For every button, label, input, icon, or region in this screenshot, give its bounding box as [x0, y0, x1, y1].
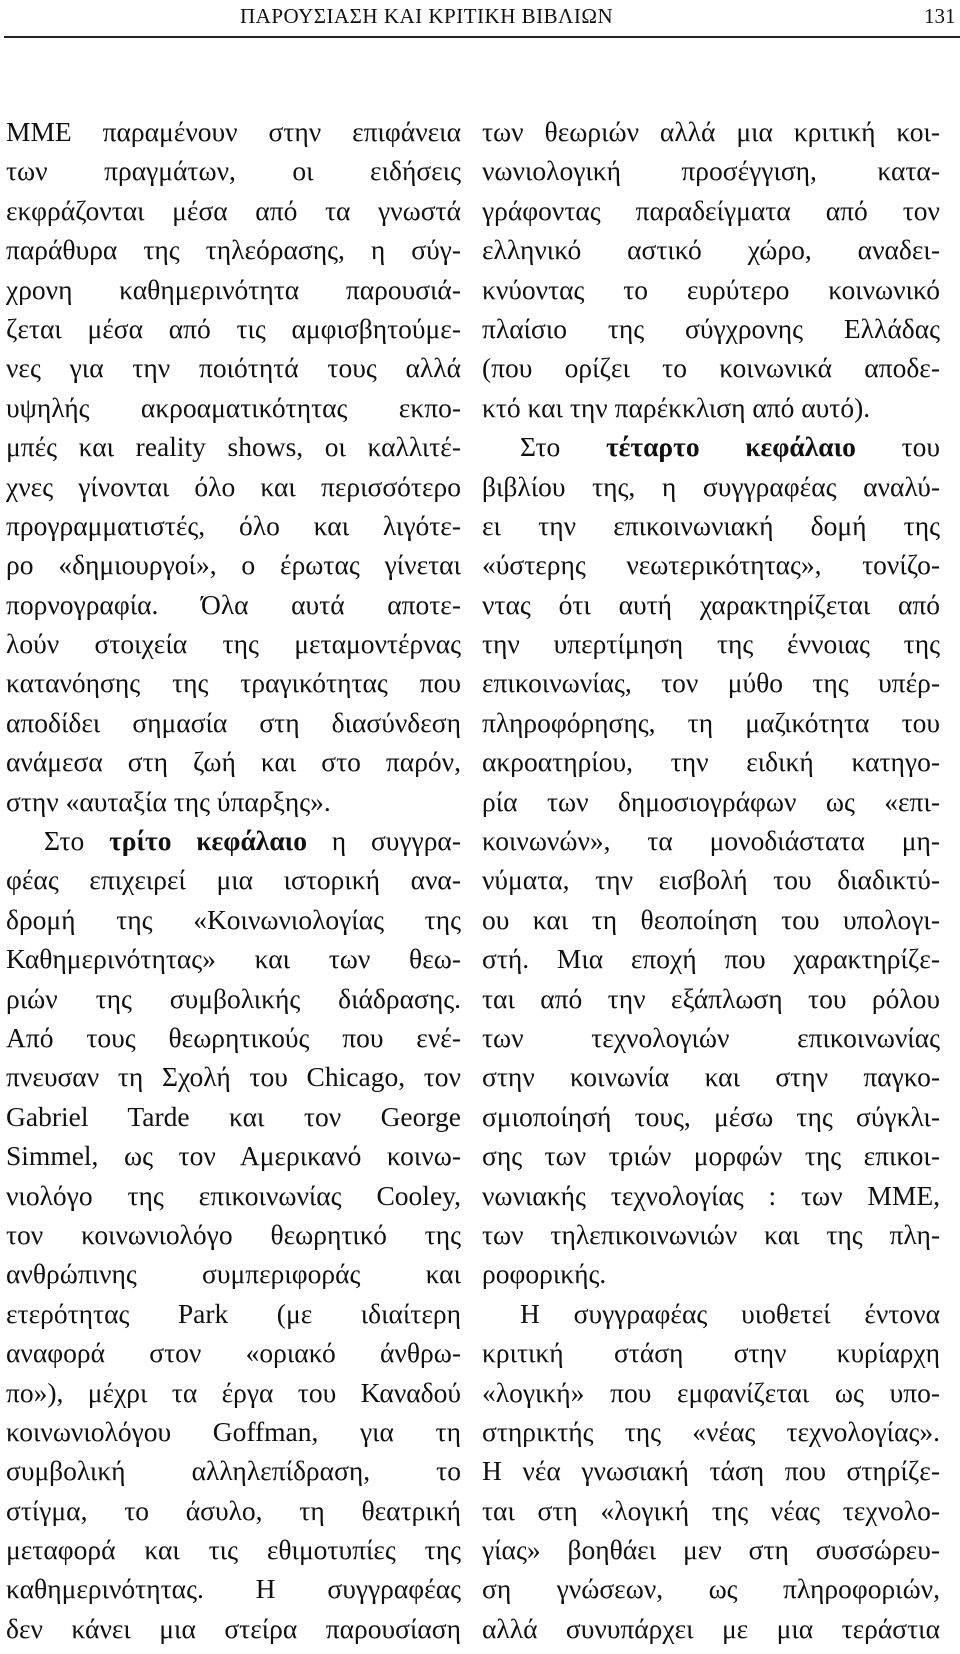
text-line: (που ορίζει το κοινωνικά αποδε- — [482, 352, 940, 384]
text-line: κοινωνών», τα μονοδιάστατα μη- — [482, 825, 940, 857]
text-line: πληροφόρησης, τη μαζικότητα του — [482, 706, 940, 738]
text-line: νωνιολογική προσέγγιση, κατα- — [482, 155, 940, 187]
paragraph — [6, 821, 461, 1648]
page-number: 131 — [924, 4, 956, 28]
text-line: ανάμεσα στη ζωή και στο παρόν, — [6, 746, 461, 778]
right-column — [482, 112, 940, 1648]
text-line: λούν στοιχεία της μεταμοντέρνας — [6, 628, 461, 660]
text-line: χνες γίνονται όλο και περισσότερο — [6, 470, 461, 502]
text-line: ντας ότι αυτή χαρακτηρίζεται από — [482, 588, 940, 620]
text-line: «λογική» που εμφανίζεται ως υπο- — [482, 1376, 940, 1408]
chapter-emphasis: τρίτο κεφάλαιο — [109, 825, 307, 857]
text-line: νωνιακής τεχνολογίας : των ΜΜΕ, — [482, 1179, 940, 1211]
text-line: κτό και την παρέκκλιση από αυτό). — [482, 391, 871, 423]
text-line: πνευσαν τη Σχολή του Chicago, τον — [6, 1061, 461, 1093]
text-run: η συγγρα- — [306, 825, 461, 857]
text-line: ται στη «λογική της νέας τεχνολο- — [482, 1494, 940, 1526]
running-head: ΠΑΡΟΥΣΙΑΣΗ ΚΑΙ ΚΡΙΤΙΚΗ ΒΙΒΛΙΩΝ — [240, 4, 614, 28]
text-line: Από τους θεωρητικούς που ενέ- — [6, 1021, 461, 1053]
text-line: ετερότητας Park (με ιδιαίτερη — [6, 1297, 461, 1329]
text-line: μπές και reality shows, οι καλλιτέ- — [6, 431, 461, 463]
text-line: κοινωνιολόγου Goffman, για τη — [6, 1415, 461, 1447]
text-line: ανθρώπινης συμπεριφοράς και — [6, 1258, 461, 1290]
header-rule — [4, 36, 960, 38]
text-line: στίγμα, το άσυλο, τη θεατρική — [6, 1494, 461, 1526]
page-header — [0, 0, 960, 38]
text-line: των θεωριών αλλά μια κριτική κοι- — [482, 116, 940, 147]
text-line: παράθυρα της τηλεόρασης, η σύγ- — [6, 234, 461, 266]
text-line: «ύστερης νεωτερικότητας», τονίζο- — [482, 549, 940, 581]
text-line: κατανόησης της τραγικότητας που — [6, 667, 461, 699]
text-line: καθημερινότητας. Η συγγραφέας — [6, 1573, 461, 1605]
text-line: φέας επιχειρεί μια ιστορική ανα- — [6, 864, 461, 896]
paragraph — [482, 427, 940, 1294]
text-line: ελληνικό αστικό χώρο, αναδει- — [482, 234, 940, 266]
text-line: ΜΜΕ παραμένουν στην επιφάνεια — [6, 116, 461, 147]
text-line: Η συγγραφέας υιοθετεί έντονα — [520, 1297, 940, 1329]
text-line: ακροατηρίου, την ειδική κατηγο- — [482, 746, 940, 778]
text-line: των τεχνολογιών επικοινωνίας — [482, 1021, 940, 1053]
text-run: Στο — [520, 431, 606, 463]
text-line: στηρικτής της «νέας τεχνολογίας». — [482, 1415, 940, 1447]
text-line: των τηλεπικοινωνιών και της πλη- — [482, 1218, 940, 1250]
text-line: κριτική στάση στην κυρίαρχη — [482, 1337, 940, 1369]
text-line: ει την επικοινωνιακή δομή της — [482, 509, 940, 541]
text-line: ρία των δημοσιογράφων ως «επι- — [482, 785, 940, 817]
text-line: στή. Μια εποχή που χαρακτηρίζε- — [482, 943, 940, 975]
text-line: Καθημερινότητας» και των θεω- — [6, 943, 461, 975]
text-line: υψηλής ακροαματικότητας εκπο- — [6, 391, 461, 423]
text-line: ση γνώσεων, ως πληροφοριών, — [482, 1573, 940, 1605]
paragraph — [6, 112, 461, 821]
text-line: Gabriel Tarde και τον George — [6, 1100, 461, 1132]
text-line: εκφράζονται μέσα από τα γνωστά — [6, 194, 461, 226]
text-line: δεν κάνει μια στείρα παρουσίαση — [6, 1612, 461, 1644]
text-line: τον κοινωνιολόγο θεωρητικό της — [6, 1218, 461, 1250]
text-line: Η νέα γνωσιακή τάση που στηρίζε- — [482, 1455, 940, 1487]
text-line: νες για την ποιότητά τους αλλά — [6, 352, 461, 384]
text-line: ρο «δημιουργοί», ο έρωτας γίνεται — [6, 549, 461, 581]
text-line: Simmel, ως τον Αμερικανό κοινω- — [6, 1140, 461, 1172]
text-line: συμβολική αλληλεπίδραση, το — [6, 1455, 461, 1487]
text-line: αναφορά στον «οριακό άνθρω- — [6, 1337, 461, 1369]
text-line: γράφοντας παραδείγματα από τον — [482, 194, 940, 226]
paragraph — [482, 1294, 940, 1649]
text-line: την υπερτίμηση της έννοιας της — [482, 628, 940, 660]
text-line: προγραμματιστές, όλο και λιγότε- — [6, 509, 461, 541]
text-line: νύματα, την εισβολή του διαδικτύ- — [482, 864, 940, 896]
text-line: πο»), μέχρι τα έργα του Καναδού — [6, 1376, 461, 1408]
text-line: μεταφορά και τις εθιμοτυπίες της — [6, 1534, 461, 1566]
text-run: του — [855, 431, 940, 463]
text-line: βιβλίου της, η συγγραφέας αναλύ- — [482, 470, 940, 502]
text-line: ται από την εξάπλωση του ρόλου — [482, 982, 940, 1014]
text-line — [482, 427, 940, 466]
text-line: νιολόγο της επικοινωνίας Cooley, — [6, 1179, 461, 1211]
text-line: των πραγμάτων, οι ειδήσεις — [6, 155, 461, 187]
text-line: ριών της συμβολικής διάδρασης. — [6, 982, 461, 1014]
text-line: αποδίδει σημασία στη διασύνδεση — [6, 706, 461, 738]
paragraph — [482, 112, 940, 427]
text-line: ου και τη θεοποίηση του υπολογι- — [482, 903, 940, 935]
text-line: δρομή της «Κοινωνιολογίας της — [6, 903, 461, 935]
text-run: Στο — [44, 825, 110, 857]
text-line: σμιοποίησή τους, μέσω της σύγκλι- — [482, 1100, 940, 1132]
text-line: κνύοντας το ευρύτερο κοινωνικό — [482, 273, 940, 305]
chapter-emphasis: τέταρτο κεφάλαιο — [605, 431, 856, 463]
text-line: γίας» βοηθάει μεν στη συσσώρευ- — [482, 1534, 940, 1566]
text-line: στην «αυταξία της ύπαρξης». — [6, 785, 331, 817]
text-line: πλαίσιο της σύγχρονης Ελλάδας — [482, 312, 940, 344]
text-line: επικοινωνίας, τον μύθο της υπέρ- — [482, 667, 940, 699]
text-line: ροφορικής. — [482, 1258, 607, 1290]
text-line: πορνογραφία. Όλα αυτά αποτε- — [6, 588, 461, 620]
text-line: σης των τριών μορφών της επικοι- — [482, 1140, 940, 1172]
text-line: στην κοινωνία και στην παγκο- — [482, 1061, 940, 1093]
text-line: χρονη καθημερινότητα παρουσιά- — [6, 273, 461, 305]
text-line — [6, 821, 461, 860]
text-line: ζεται μέσα από τις αμφισβητούμε- — [6, 312, 461, 344]
text-line: αλλά συνυπάρχει με μια τεράστια — [482, 1612, 940, 1644]
left-column — [6, 112, 461, 1648]
